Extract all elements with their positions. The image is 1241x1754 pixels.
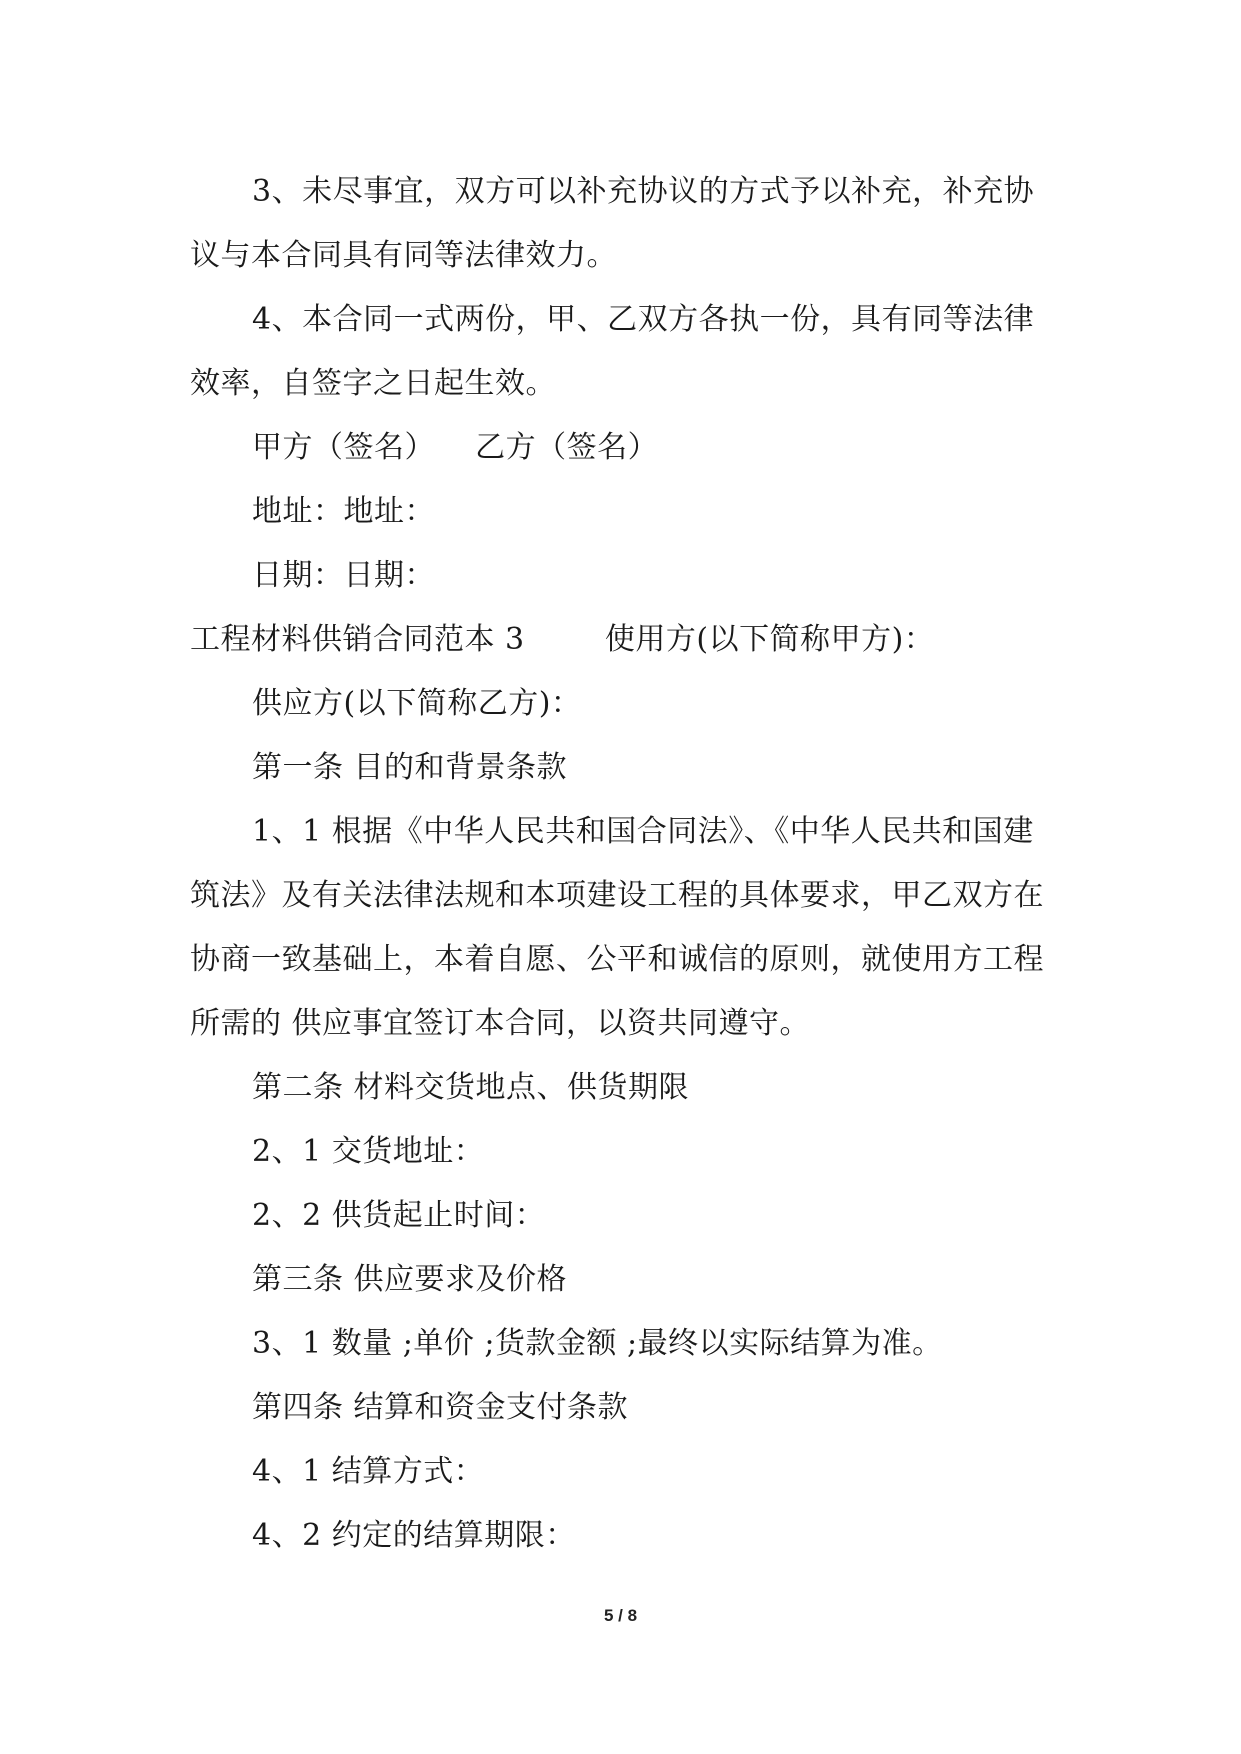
article-1-clause-1: 1、1 根据《中华人民共和国合同法》、《中华人民共和国建筑法》及有关法律法规和本项建设工程的具体要求，甲乙双方在协商一致基础上，本着自愿、公平和诚信的原则，就使用方工程所需的 供应事宜签订本合同，以资共同遵守。	[190, 814, 1044, 1041]
signature-line: 甲方（签名） 乙方（签名）	[252, 430, 659, 465]
paragraph-clause-3: 3、未尽事宜，双方可以补充协议的方式予以补充，补充协议与本合同具有同等法律效力。	[190, 174, 1035, 273]
supplier-line: 供应方(以下简称乙方)：	[252, 686, 582, 721]
address-line: 地址：地址：	[252, 494, 435, 529]
contract-title-line: 工程材料供销合同范本 3 使用方(以下简称甲方)：	[190, 622, 935, 657]
article-3-heading: 第三条 供应要求及价格	[252, 1262, 568, 1297]
article-2-heading: 第二条 材料交货地点、供货期限	[252, 1070, 690, 1105]
article-3-clause-1: 3、1 数量 ;单价 ;货款金额 ;最终以实际结算为准。	[252, 1326, 943, 1361]
article-2-clause-1: 2、1 交货地址：	[252, 1134, 485, 1169]
page-number: 5 / 8	[603, 1606, 638, 1625]
document-body	[190, 160, 1060, 1568]
article-1-heading: 第一条 目的和背景条款	[252, 750, 568, 785]
date-line: 日期：日期：	[252, 558, 435, 593]
paragraph-clause-4: 4、本合同一式两份，甲、乙双方各执一份，具有同等法律效率，自签字之日起生效。	[190, 302, 1035, 401]
article-4-clause-1: 4、1 结算方式：	[252, 1454, 485, 1489]
article-2-clause-2: 2、2 供货起止时间：	[252, 1198, 546, 1233]
article-4-clause-2: 4、2 约定的结算期限：	[252, 1518, 576, 1553]
article-4-heading: 第四条 结算和资金支付条款	[252, 1390, 629, 1425]
